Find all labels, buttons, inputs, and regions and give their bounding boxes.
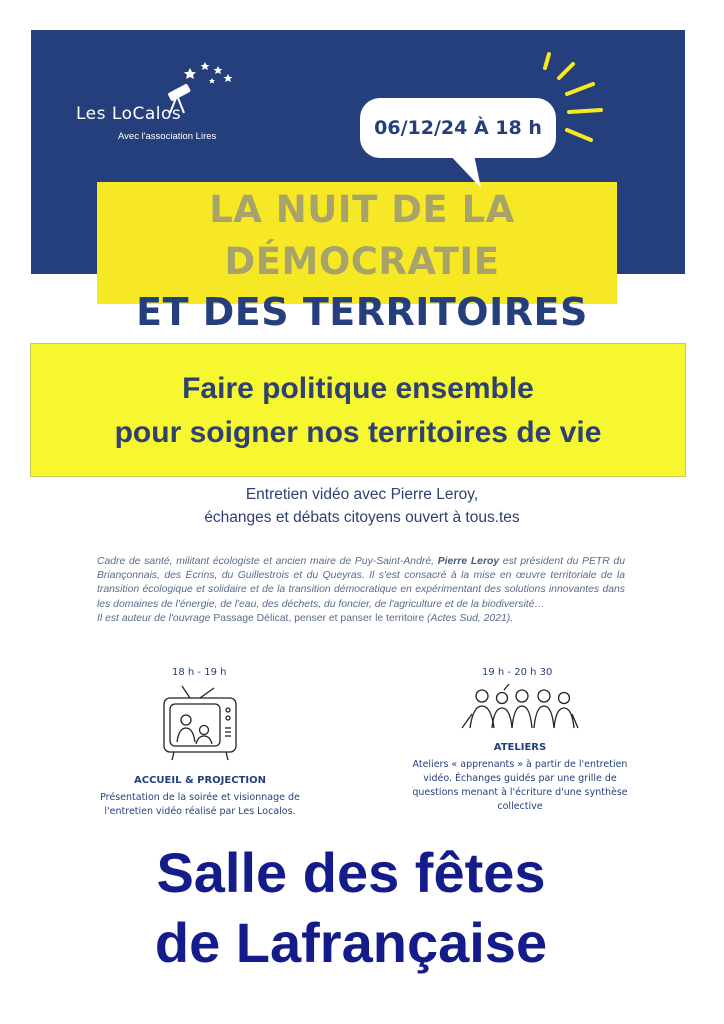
speaker-bio xyxy=(97,555,625,626)
venue-line-1: Salle des fêtes xyxy=(156,841,546,904)
bio-book-prefix: Il est auteur de l'ouvrage xyxy=(97,612,214,624)
date-bubble: 06/12/24 À 18 h xyxy=(360,98,556,158)
program-left-text: Présentation de la soirée et visionnage de l'entretien vidéo réalisé par Les Localos. xyxy=(100,792,300,817)
subtitle-line-2: pour soigner nos territoires de vie xyxy=(114,416,602,449)
interview-line-1: Entretien vidéo avec Pierre Leroy, xyxy=(245,486,479,503)
logo-name: Les LoCalos xyxy=(76,104,182,124)
program-left-time: 18 h - 19 h xyxy=(172,667,227,678)
title-line-3: ET DES TERRITOIRES xyxy=(136,290,588,334)
program-right-title: ATELIERS xyxy=(493,742,547,753)
title-line-2: DÉMOCRATIE xyxy=(224,240,500,283)
venue-line-2: de Lafrançaise xyxy=(154,911,548,974)
logo-subtitle: Avec l'association Lires xyxy=(118,131,217,142)
bio-text-1: Cadre de santé, militant écologiste et ancien maire de Puy-Saint-André, xyxy=(97,556,438,567)
title-line-1: LA NUIT DE LA xyxy=(209,188,515,231)
bubble-tail xyxy=(445,150,485,190)
program-right-text: Ateliers « apprenants » à partir de l'entretien vidéo. Échanges guidés par une grille de questions menant à l'écriture d'une synthèse collective xyxy=(412,759,628,812)
program-left-title: ACCUEIL & PROJECTION xyxy=(134,775,266,786)
subtitle-box xyxy=(30,343,686,477)
bio-speaker-name: Pierre Leroy xyxy=(437,556,500,567)
subtitle-line-1: Faire politique ensemble xyxy=(182,372,534,405)
tv-icon xyxy=(160,684,242,764)
interview-line-2: échanges et débats citoyens ouvert à tous.tes xyxy=(204,509,520,526)
bio-book-title: Passage Délicat, penser et panser le territoire xyxy=(213,612,425,624)
bio-text-2: est président du PETR du Briançonnais, des Écrins, du Guillestrois et du Queyras. Il s'est consacré à la mise en œuvre territoriale de la transition écologique et solidaire et de la transition démocratique en expérimentant des solutions innovantes dans les domaines de l'énergie, de l'eau, des déchets, du foncier, de l'agriculture et de la biodiversité… xyxy=(97,556,625,610)
program-right-time: 19 h - 20 h 30 xyxy=(482,667,553,678)
people-icon xyxy=(456,684,582,734)
bio-book-suffix: (Actes Sud, 2021). xyxy=(424,612,514,624)
